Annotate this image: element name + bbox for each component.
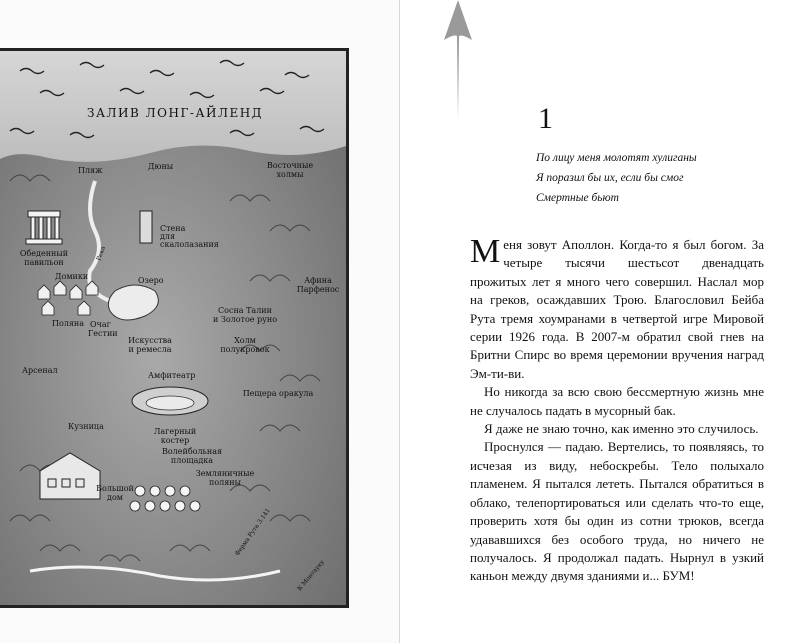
drop-cap: М bbox=[470, 233, 501, 270]
map-illustration bbox=[0, 51, 346, 605]
label-hearth-2: Гестии bbox=[88, 329, 118, 338]
label-arts-2: и ремесла bbox=[128, 345, 172, 354]
paragraph bbox=[470, 233, 764, 383]
label-strawberry-1: Земляничные bbox=[195, 469, 255, 478]
epigraph-line: По лицу меня молотят хулиганы bbox=[536, 152, 697, 164]
epigraph-line: Я поразил бы их, если бы смог bbox=[536, 172, 684, 184]
label-field: Поляна bbox=[52, 319, 85, 328]
label-arts-1: Искусства bbox=[128, 336, 172, 345]
label-strawberry-2: поляны bbox=[209, 478, 241, 487]
camp-map bbox=[0, 48, 349, 608]
label-river: Река bbox=[95, 245, 107, 262]
label-oracle: Пещера оракула bbox=[242, 389, 314, 398]
arrow-up-icon bbox=[438, 0, 478, 120]
climbing-wall bbox=[140, 211, 152, 243]
label-wall-2: для bbox=[160, 232, 176, 241]
label-big-house-1: Большой bbox=[96, 484, 134, 493]
paragraph: Проснулся — падаю. Вертелись, то появляясь, то исчезая из виду, небоскребы. Тело полыхало пламенем. Я пытался лететь. Пытался обратиться в облако, телепортироваться или сделать что-то еще, проверить хотя бы один из сотни трюков, всегда удававшихся без особого труда, но ничего не получалось. Я продолжал падать. Нырнул в узкий каньон между двумя зданиями и... БУМ! bbox=[470, 439, 764, 584]
paragraph: Но никогда за всю свою бессмертную жизнь мне не случалось падать в мусорный бак. bbox=[470, 384, 764, 418]
label-beach: Пляж bbox=[78, 166, 103, 175]
label-to-montauk: К Монтауку bbox=[296, 558, 326, 593]
label-big-house-2: дом bbox=[107, 493, 123, 502]
map-title: ЗАЛИВ ЛОНГ-АЙЛЕНД bbox=[86, 106, 264, 120]
label-volleyball-1: Волейбольная bbox=[161, 447, 223, 456]
map-signature: Ферма Рута 3.141 bbox=[233, 507, 272, 558]
label-dining-2: павильон bbox=[24, 258, 64, 267]
label-hearth-1: Очаг bbox=[90, 320, 111, 329]
label-east-hills-1: Восточные bbox=[266, 161, 314, 170]
label-pine-1: Сосна Талии bbox=[218, 306, 272, 315]
chapter-text bbox=[470, 233, 764, 586]
label-forge: Кузница bbox=[68, 422, 104, 431]
label-parthenos-2: Парфенос bbox=[296, 285, 340, 294]
label-campfire-1: Лагерный bbox=[153, 427, 197, 436]
label-wall-1: Стена bbox=[160, 224, 186, 233]
paragraph: Я даже не знаю точно, как именно это случилось. bbox=[484, 421, 759, 437]
label-campfire-2: костер bbox=[160, 436, 190, 445]
label-cabins: Домики bbox=[55, 272, 89, 281]
label-amphitheater: Амфитеатр bbox=[148, 371, 196, 380]
label-hill-2: полукровок bbox=[220, 345, 270, 354]
label-pine-2: и Золотое руно bbox=[212, 315, 278, 324]
label-east-hills-2: холмы bbox=[276, 170, 304, 179]
label-volleyball-2: площадка bbox=[170, 456, 214, 465]
label-lake: Озеро bbox=[138, 276, 164, 285]
label-wall-3: скалолазания bbox=[160, 240, 219, 249]
label-dining-1: Обеденный bbox=[19, 249, 69, 258]
chapter-number: 1 bbox=[538, 102, 553, 135]
epigraph bbox=[536, 148, 776, 208]
epigraph-line: Смертные бьют bbox=[536, 192, 619, 204]
label-hill-1: Холм bbox=[234, 336, 256, 345]
paragraph-text: еня зовут Аполлон. Когда-то я был богом. За четыре тысячи шестьсот двенадцать прожитых лет я много чего совершил. Наслал мор на греков, осаждавших Трою. Благословил Бейба Рута тремя хоумранами в четвертой игре Мировой серии 1926 года. В 2007-м обратил свой гнев на Бритни Спирс во время церемонии вручения наград Эм-ти-ви. bbox=[470, 237, 764, 381]
label-dunes: Дюны bbox=[148, 162, 174, 171]
label-arena: Арсенал bbox=[22, 366, 58, 375]
label-parthenos-1: Афина bbox=[304, 276, 332, 285]
